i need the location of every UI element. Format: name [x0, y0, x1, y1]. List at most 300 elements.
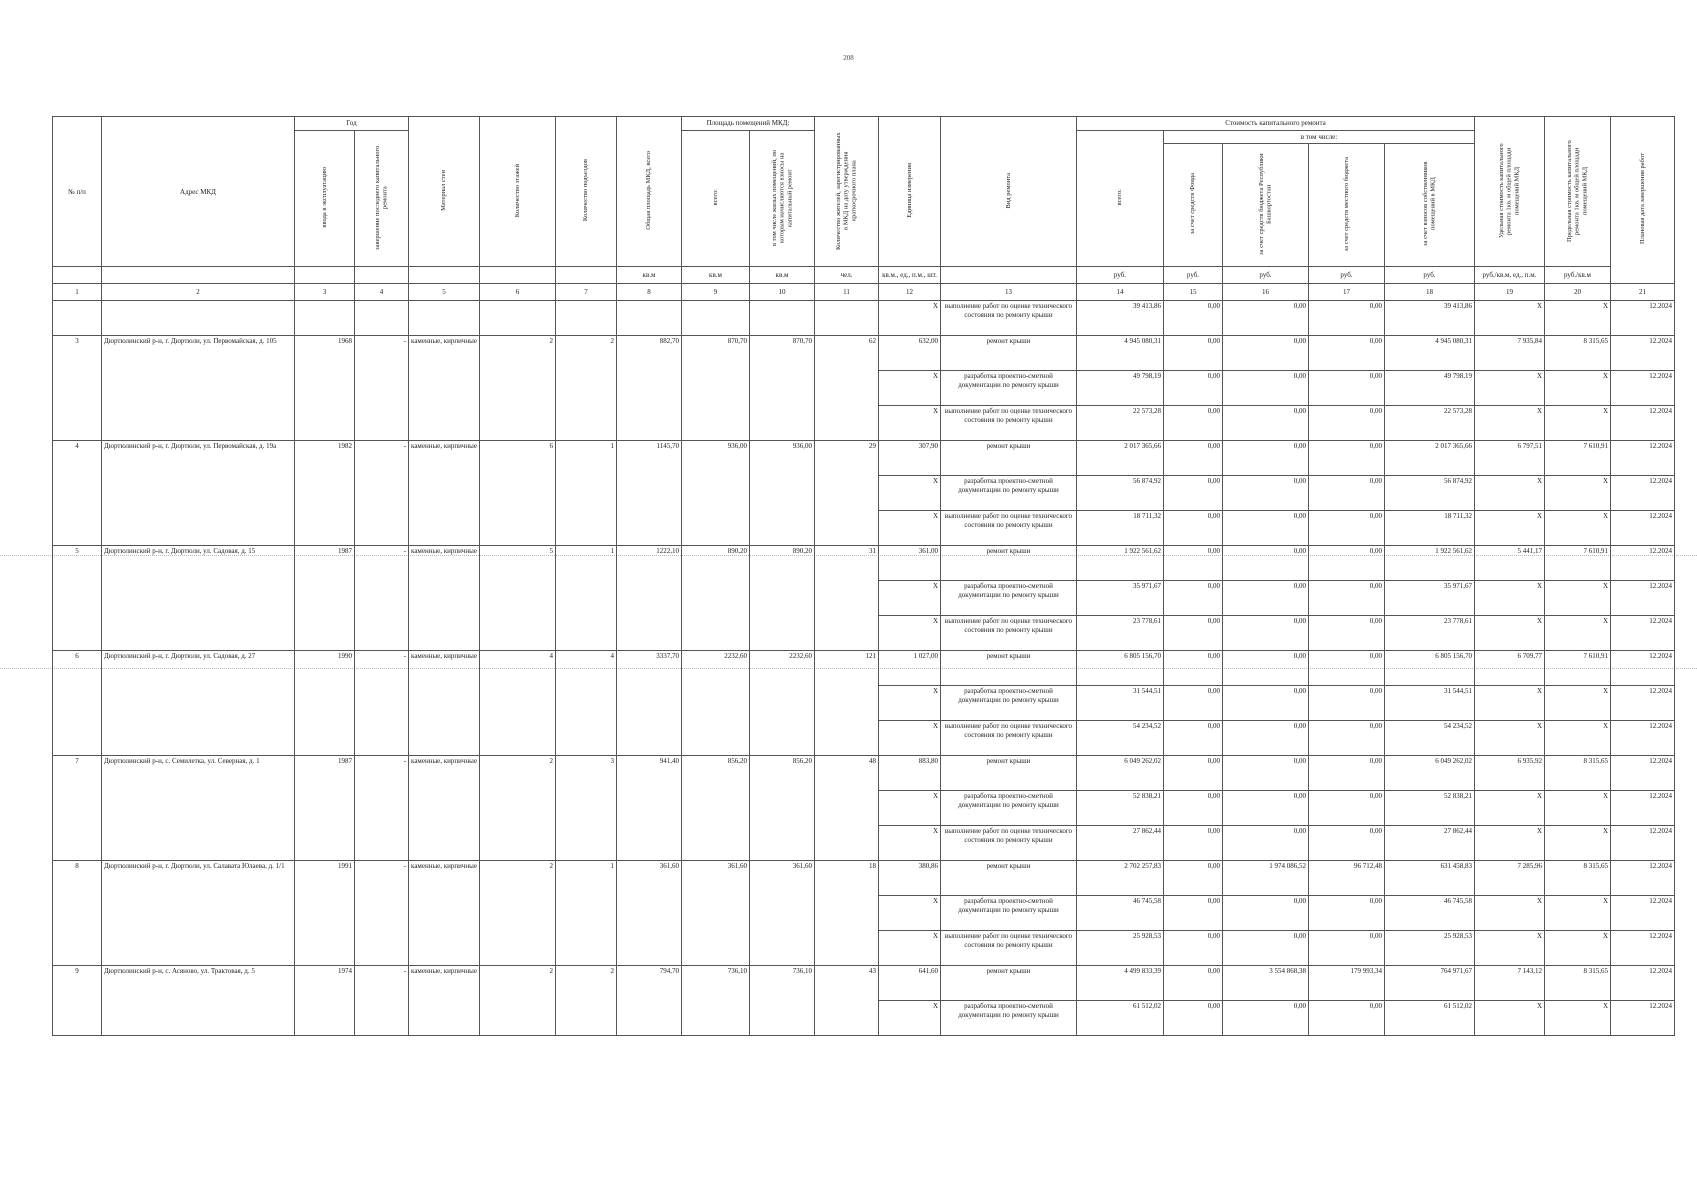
table-row	[53, 861, 1675, 896]
year-commissioned: 1990	[295, 651, 355, 756]
cost-total: 52 838,21	[1077, 791, 1164, 826]
limit-cost: 8 315,65	[1545, 861, 1611, 896]
repair-type: разработка проектно-сметной документации по ремонту крыши	[941, 896, 1077, 931]
limit-cost: X	[1545, 721, 1611, 756]
unit-cost: X	[1475, 511, 1545, 546]
cost-total: 4 499 833,39	[1077, 966, 1164, 1001]
unit-cost: X	[1475, 931, 1545, 966]
unit-cell: руб.	[1164, 267, 1223, 284]
col-header-fund-text: за счет средств Фонда	[1189, 173, 1197, 235]
cost-fund: 0,00	[1164, 546, 1223, 581]
building-address: Дюртюлинский р-н, с. Семилетка, ул. Северная, д. 1	[102, 756, 295, 861]
col-header-limit-cost	[1545, 117, 1611, 267]
row-number: 7	[53, 756, 102, 861]
cost-rb-budget: 0,00	[1223, 371, 1309, 406]
year-commissioned: 1987	[295, 756, 355, 861]
unit-cost: 6 797,51	[1475, 441, 1545, 476]
completion-date: 12.2024	[1611, 406, 1675, 441]
col-header-fund	[1164, 144, 1223, 267]
cost-owners: 25 928,53	[1385, 931, 1475, 966]
column-number: 12	[879, 284, 941, 301]
work-unit: X	[879, 791, 941, 826]
repair-type: ремонт крыши	[941, 336, 1077, 371]
residents-count	[815, 301, 879, 336]
column-number: 6	[480, 284, 556, 301]
column-number: 21	[1611, 284, 1675, 301]
unit-cell: кв.м	[682, 267, 750, 284]
unit-cost: X	[1475, 371, 1545, 406]
cost-local-budget: 0,00	[1309, 1001, 1385, 1036]
living-area: 361,60	[750, 861, 815, 966]
cost-total: 56 874,92	[1077, 476, 1164, 511]
wall-material: каменные, кирпичные	[409, 546, 480, 651]
cost-local-budget: 96 712,48	[1309, 861, 1385, 896]
col-header-unit	[879, 117, 941, 267]
completion-date: 12.2024	[1611, 931, 1675, 966]
col-header-local-budget-text: за счет средств местного бюджета	[1342, 156, 1350, 252]
cost-owners: 4 945 080,31	[1385, 336, 1475, 371]
work-unit: 1 027,00	[879, 651, 941, 686]
year-last-repair: -	[355, 756, 409, 861]
entrances-count: 2	[556, 336, 617, 441]
cost-owners: 27 862,44	[1385, 826, 1475, 861]
unit-cost: X	[1475, 826, 1545, 861]
cost-local-budget: 0,00	[1309, 686, 1385, 721]
premises-area: 2232,60	[682, 651, 750, 756]
cost-total: 46 745,58	[1077, 896, 1164, 931]
entrances-count: 1	[556, 546, 617, 651]
cost-total: 27 862,44	[1077, 826, 1164, 861]
col-header-cost-total-text: всего:	[1116, 189, 1124, 206]
repair-type: ремонт крыши	[941, 651, 1077, 686]
completion-date: 12.2024	[1611, 616, 1675, 651]
work-unit: X	[879, 616, 941, 651]
cost-fund: 0,00	[1164, 336, 1223, 371]
year-last-repair: -	[355, 651, 409, 756]
cost-fund: 0,00	[1164, 371, 1223, 406]
cost-total: 4 945 080,31	[1077, 336, 1164, 371]
col-header-floors-text: Количество этажей	[513, 163, 521, 218]
col-header-repair-type	[941, 117, 1077, 267]
unit-cost: 7 143,12	[1475, 966, 1545, 1001]
wall-material	[409, 301, 480, 336]
cost-total: 61 512,02	[1077, 1001, 1164, 1036]
year-last-repair: -	[355, 336, 409, 441]
col-header-year-repair	[355, 131, 409, 267]
cost-total: 6 805 156,70	[1077, 651, 1164, 686]
row-number: 5	[53, 546, 102, 651]
work-unit: X	[879, 511, 941, 546]
cost-owners: 6 805 156,70	[1385, 651, 1475, 686]
cost-fund: 0,00	[1164, 511, 1223, 546]
repair-type: ремонт крыши	[941, 546, 1077, 581]
cost-rb-budget: 0,00	[1223, 896, 1309, 931]
row-number	[53, 301, 102, 336]
premises-area	[682, 301, 750, 336]
column-number: 17	[1309, 284, 1385, 301]
cost-total: 54 234,52	[1077, 721, 1164, 756]
limit-cost: X	[1545, 581, 1611, 616]
cost-total: 35 971,67	[1077, 581, 1164, 616]
cost-total: 6 049 262,02	[1077, 756, 1164, 791]
col-header-year-in-text: ввода в эксплуатацию	[320, 167, 328, 228]
year-last-repair: -	[355, 441, 409, 546]
cost-total: 39 413,86	[1077, 301, 1164, 336]
col-header-unit-cost-text: Удельная стоимость капитального ремонта 1кв. м общей площади помещений МКД	[1498, 143, 1521, 238]
col-header-residents	[815, 117, 879, 267]
unit-cell	[102, 267, 295, 284]
column-number: 15	[1164, 284, 1223, 301]
completion-date: 12.2024	[1611, 721, 1675, 756]
table-row	[53, 966, 1675, 1001]
cost-fund: 0,00	[1164, 791, 1223, 826]
limit-cost: X	[1545, 511, 1611, 546]
year-last-repair: -	[355, 966, 409, 1036]
repair-type: разработка проектно-сметной документации по ремонту крыши	[941, 371, 1077, 406]
limit-cost: X	[1545, 406, 1611, 441]
repair-type: выполнение работ по оценке технического состояния по ремонту крыши	[941, 931, 1077, 966]
cost-local-budget: 0,00	[1309, 826, 1385, 861]
col-header-local-budget	[1309, 144, 1385, 267]
repair-type: разработка проектно-сметной документации по ремонту крыши	[941, 686, 1077, 721]
cost-local-budget: 0,00	[1309, 406, 1385, 441]
cost-owners: 52 838,21	[1385, 791, 1475, 826]
limit-cost: X	[1545, 616, 1611, 651]
cost-total: 18 711,32	[1077, 511, 1164, 546]
limit-cost: 8 315,65	[1545, 756, 1611, 791]
col-header-owners-text: за счет взносов собственников помещений в МКД	[1421, 161, 1437, 247]
completion-date: 12.2024	[1611, 371, 1675, 406]
unit-cell	[53, 267, 102, 284]
cost-owners: 6 049 262,02	[1385, 756, 1475, 791]
completion-date: 12.2024	[1611, 301, 1675, 336]
completion-date: 12.2024	[1611, 546, 1675, 581]
building-address: Дюртюлинский р-н, г. Дюртюли, ул. Садовая, д. 15	[102, 546, 295, 651]
cost-local-budget: 0,00	[1309, 301, 1385, 336]
column-number: 14	[1077, 284, 1164, 301]
column-number: 2	[102, 284, 295, 301]
total-area	[617, 301, 682, 336]
col-header-unit-text: Единица измерения	[905, 163, 913, 218]
completion-date: 12.2024	[1611, 756, 1675, 791]
completion-date: 12.2024	[1611, 651, 1675, 686]
floors-count: 2	[480, 336, 556, 441]
table-row	[53, 651, 1675, 686]
unit-cost: 7 285,96	[1475, 861, 1545, 896]
building-address: Дюртюлинский р-н, г. Дюртюли, ул. Первомайская, д. 105	[102, 336, 295, 441]
cost-owners: 18 711,32	[1385, 511, 1475, 546]
column-number: 5	[409, 284, 480, 301]
unit-cell: руб.	[1077, 267, 1164, 284]
col-header-date-text: Плановая дата завершения работ	[1638, 153, 1646, 245]
table-row	[53, 301, 1675, 336]
column-number: 20	[1545, 284, 1611, 301]
wall-material: каменные, кирпичные	[409, 861, 480, 966]
row-number: 8	[53, 861, 102, 966]
row-number: 3	[53, 336, 102, 441]
col-header-entrances	[556, 117, 617, 267]
total-area: 3337,70	[617, 651, 682, 756]
total-area: 941,40	[617, 756, 682, 861]
entrances-count: 3	[556, 756, 617, 861]
completion-date: 12.2024	[1611, 336, 1675, 371]
repair-type: выполнение работ по оценке технического состояния по ремонту крыши	[941, 721, 1077, 756]
unit-cost: X	[1475, 721, 1545, 756]
limit-cost: X	[1545, 931, 1611, 966]
cost-total: 22 573,28	[1077, 406, 1164, 441]
cost-rb-budget: 0,00	[1223, 826, 1309, 861]
cost-local-budget: 0,00	[1309, 651, 1385, 686]
cost-rb-budget: 0,00	[1223, 616, 1309, 651]
premises-area: 736,10	[682, 966, 750, 1036]
cost-owners: 22 573,28	[1385, 406, 1475, 441]
cost-owners: 631 458,83	[1385, 861, 1475, 896]
page-number: 208	[843, 54, 854, 62]
completion-date: 12.2024	[1611, 826, 1675, 861]
column-number: 9	[682, 284, 750, 301]
wall-material: каменные, кирпичные	[409, 966, 480, 1036]
total-area: 794,70	[617, 966, 682, 1036]
year-last-repair: -	[355, 861, 409, 966]
cost-rb-budget: 0,00	[1223, 686, 1309, 721]
limit-cost: X	[1545, 1001, 1611, 1036]
living-area: 870,70	[750, 336, 815, 441]
floors-count	[480, 301, 556, 336]
repair-type: выполнение работ по оценке технического состояния по ремонту крыши	[941, 406, 1077, 441]
cost-rb-budget: 0,00	[1223, 476, 1309, 511]
work-unit: 361,00	[879, 546, 941, 581]
cost-total: 2 702 257,83	[1077, 861, 1164, 896]
unit-cost: X	[1475, 896, 1545, 931]
cost-local-budget: 0,00	[1309, 511, 1385, 546]
wall-material: каменные, кирпичные	[409, 336, 480, 441]
cost-rb-budget: 0,00	[1223, 791, 1309, 826]
living-area: 2232,60	[750, 651, 815, 756]
group-header-including: в том числе:	[1164, 131, 1475, 144]
cost-total: 49 798,19	[1077, 371, 1164, 406]
work-unit: X	[879, 1001, 941, 1036]
unit-cell	[409, 267, 480, 284]
residents-count: 121	[815, 651, 879, 756]
work-unit: X	[879, 371, 941, 406]
cost-owners: 31 544,51	[1385, 686, 1475, 721]
cost-fund: 0,00	[1164, 441, 1223, 476]
limit-cost: X	[1545, 896, 1611, 931]
residents-count: 29	[815, 441, 879, 546]
cost-fund: 0,00	[1164, 966, 1223, 1001]
cost-fund: 0,00	[1164, 861, 1223, 896]
unit-cost: X	[1475, 301, 1545, 336]
column-number: 7	[556, 284, 617, 301]
cost-fund: 0,00	[1164, 721, 1223, 756]
cost-local-budget: 0,00	[1309, 721, 1385, 756]
residents-count: 62	[815, 336, 879, 441]
building-address: Дюртюлинский р-н, с. Асяново, ул. Трактовая, д. 5	[102, 966, 295, 1036]
cost-rb-budget: 0,00	[1223, 511, 1309, 546]
cost-fund: 0,00	[1164, 686, 1223, 721]
year-commissioned: 1974	[295, 966, 355, 1036]
col-header-material-text: Материал стен	[440, 170, 448, 211]
repair-type: выполнение работ по оценке технического состояния по ремонту крыши	[941, 826, 1077, 861]
table-row	[53, 546, 1675, 581]
col-header-total-area	[617, 117, 682, 267]
building-address: Дюртюлинский р-н, г. Дюртюли, ул. Первомайская, д. 19а	[102, 441, 295, 546]
completion-date: 12.2024	[1611, 1001, 1675, 1036]
limit-cost: X	[1545, 826, 1611, 861]
cost-fund: 0,00	[1164, 1001, 1223, 1036]
cost-fund: 0,00	[1164, 896, 1223, 931]
unit-cost: X	[1475, 791, 1545, 826]
living-area: 890,20	[750, 546, 815, 651]
entrances-count	[556, 301, 617, 336]
cost-fund: 0,00	[1164, 616, 1223, 651]
completion-date: 12.2024	[1611, 861, 1675, 896]
cost-local-budget: 0,00	[1309, 616, 1385, 651]
repair-type: выполнение работ по оценке технического состояния по ремонту крыши	[941, 511, 1077, 546]
cost-rb-budget: 0,00	[1223, 756, 1309, 791]
cost-local-budget: 0,00	[1309, 336, 1385, 371]
repair-type: разработка проектно-сметной документации по ремонту крыши	[941, 581, 1077, 616]
year-commissioned: 1987	[295, 546, 355, 651]
floors-count: 6	[480, 441, 556, 546]
unit-cost: X	[1475, 581, 1545, 616]
col-header-area-all-text: всего:	[711, 189, 719, 206]
row-number: 9	[53, 966, 102, 1036]
cost-rb-budget: 0,00	[1223, 581, 1309, 616]
column-numbers-row	[53, 284, 1675, 301]
wall-material: каменные, кирпичные	[409, 756, 480, 861]
living-area: 856,20	[750, 756, 815, 861]
cost-fund: 0,00	[1164, 301, 1223, 336]
work-unit: X	[879, 826, 941, 861]
work-unit: X	[879, 721, 941, 756]
unit-cost: 5 441,17	[1475, 546, 1545, 581]
cost-owners: 46 745,58	[1385, 896, 1475, 931]
wall-material: каменные, кирпичные	[409, 441, 480, 546]
limit-cost: 8 315,65	[1545, 336, 1611, 371]
unit-cost: X	[1475, 616, 1545, 651]
residents-count: 48	[815, 756, 879, 861]
cost-rb-budget: 0,00	[1223, 406, 1309, 441]
repair-type: выполнение работ по оценке технического состояния по ремонту крыши	[941, 301, 1077, 336]
cost-local-budget: 0,00	[1309, 476, 1385, 511]
cost-owners: 2 017 365,66	[1385, 441, 1475, 476]
unit-cell: кв.м	[617, 267, 682, 284]
year-last-repair	[355, 301, 409, 336]
unit-cell	[941, 267, 1077, 284]
column-number: 13	[941, 284, 1077, 301]
cost-total: 31 544,51	[1077, 686, 1164, 721]
repair-type: разработка проектно-сметной документации по ремонту крыши	[941, 1001, 1077, 1036]
completion-date: 12.2024	[1611, 476, 1675, 511]
unit-cell	[556, 267, 617, 284]
column-number: 8	[617, 284, 682, 301]
unit-cost: 7 935,84	[1475, 336, 1545, 371]
repair-type: ремонт крыши	[941, 756, 1077, 791]
unit-cost: 6 935,92	[1475, 756, 1545, 791]
completion-date: 12.2024	[1611, 686, 1675, 721]
cost-local-budget: 0,00	[1309, 371, 1385, 406]
unit-cell	[295, 267, 355, 284]
cost-owners: 54 234,52	[1385, 721, 1475, 756]
year-commissioned	[295, 301, 355, 336]
cost-rb-budget: 0,00	[1223, 546, 1309, 581]
cost-local-budget: 0,00	[1309, 931, 1385, 966]
repair-type: ремонт крыши	[941, 441, 1077, 476]
unit-cell: руб./кв.м	[1545, 267, 1611, 284]
building-address	[102, 301, 295, 336]
living-area: 736,10	[750, 966, 815, 1036]
work-unit: X	[879, 931, 941, 966]
completion-date: 12.2024	[1611, 966, 1675, 1001]
floors-count: 2	[480, 861, 556, 966]
cost-fund: 0,00	[1164, 826, 1223, 861]
col-header-rb-budget	[1223, 144, 1309, 267]
column-number: 3	[295, 284, 355, 301]
work-unit: 883,80	[879, 756, 941, 791]
completion-date: 12.2024	[1611, 791, 1675, 826]
limit-cost: 7 610,91	[1545, 546, 1611, 581]
column-number: 10	[750, 284, 815, 301]
unit-cost: 6 709,77	[1475, 651, 1545, 686]
cost-owners: 23 778,61	[1385, 616, 1475, 651]
column-number: 1	[53, 284, 102, 301]
premises-area: 936,00	[682, 441, 750, 546]
residents-count: 31	[815, 546, 879, 651]
limit-cost: X	[1545, 791, 1611, 826]
work-unit: X	[879, 686, 941, 721]
cost-total: 2 017 365,66	[1077, 441, 1164, 476]
column-number: 19	[1475, 284, 1545, 301]
col-header-rb-budget-text: за счет средств бюджета Республики Башкортостан	[1257, 153, 1273, 255]
cost-local-budget: 0,00	[1309, 441, 1385, 476]
unit-cell: кв.м	[750, 267, 815, 284]
col-header-year-in	[295, 131, 355, 267]
cost-owners: 39 413,86	[1385, 301, 1475, 336]
repair-type: ремонт крыши	[941, 966, 1077, 1001]
unit-cost: X	[1475, 1001, 1545, 1036]
entrances-count: 1	[556, 441, 617, 546]
table-row	[53, 336, 1675, 371]
col-header-repair-type-text: Вид ремонта	[1004, 172, 1012, 209]
limit-cost: X	[1545, 301, 1611, 336]
residents-count: 43	[815, 966, 879, 1036]
unit-cost: X	[1475, 686, 1545, 721]
cost-local-budget: 0,00	[1309, 791, 1385, 826]
completion-date: 12.2024	[1611, 511, 1675, 546]
work-unit: X	[879, 301, 941, 336]
cost-rb-budget: 0,00	[1223, 301, 1309, 336]
limit-cost: 8 315,65	[1545, 966, 1611, 1001]
cost-rb-budget: 1 974 086,52	[1223, 861, 1309, 896]
cost-rb-budget: 0,00	[1223, 336, 1309, 371]
building-address: Дюртюлинский р-н, г. Дюртюли, ул. Садовая, д. 27	[102, 651, 295, 756]
table-row	[53, 441, 1675, 476]
column-number: 11	[815, 284, 879, 301]
wall-material: каменные, кирпичные	[409, 651, 480, 756]
col-header-year-repair-text: завершение последнего капитального ремонта	[373, 145, 389, 250]
column-number: 16	[1223, 284, 1309, 301]
col-header-area-all	[682, 131, 750, 267]
col-header-num: № п/п	[53, 117, 102, 267]
col-header-area-living-text: в том числе жилых помещений, по которым начисляются взносы на капитальный ремонт	[770, 149, 793, 246]
living-area: 936,00	[750, 441, 815, 546]
cost-rb-budget: 0,00	[1223, 721, 1309, 756]
cost-owners: 764 971,67	[1385, 966, 1475, 1001]
limit-cost: 7 610,91	[1545, 651, 1611, 686]
work-unit: 307,90	[879, 441, 941, 476]
cost-fund: 0,00	[1164, 651, 1223, 686]
